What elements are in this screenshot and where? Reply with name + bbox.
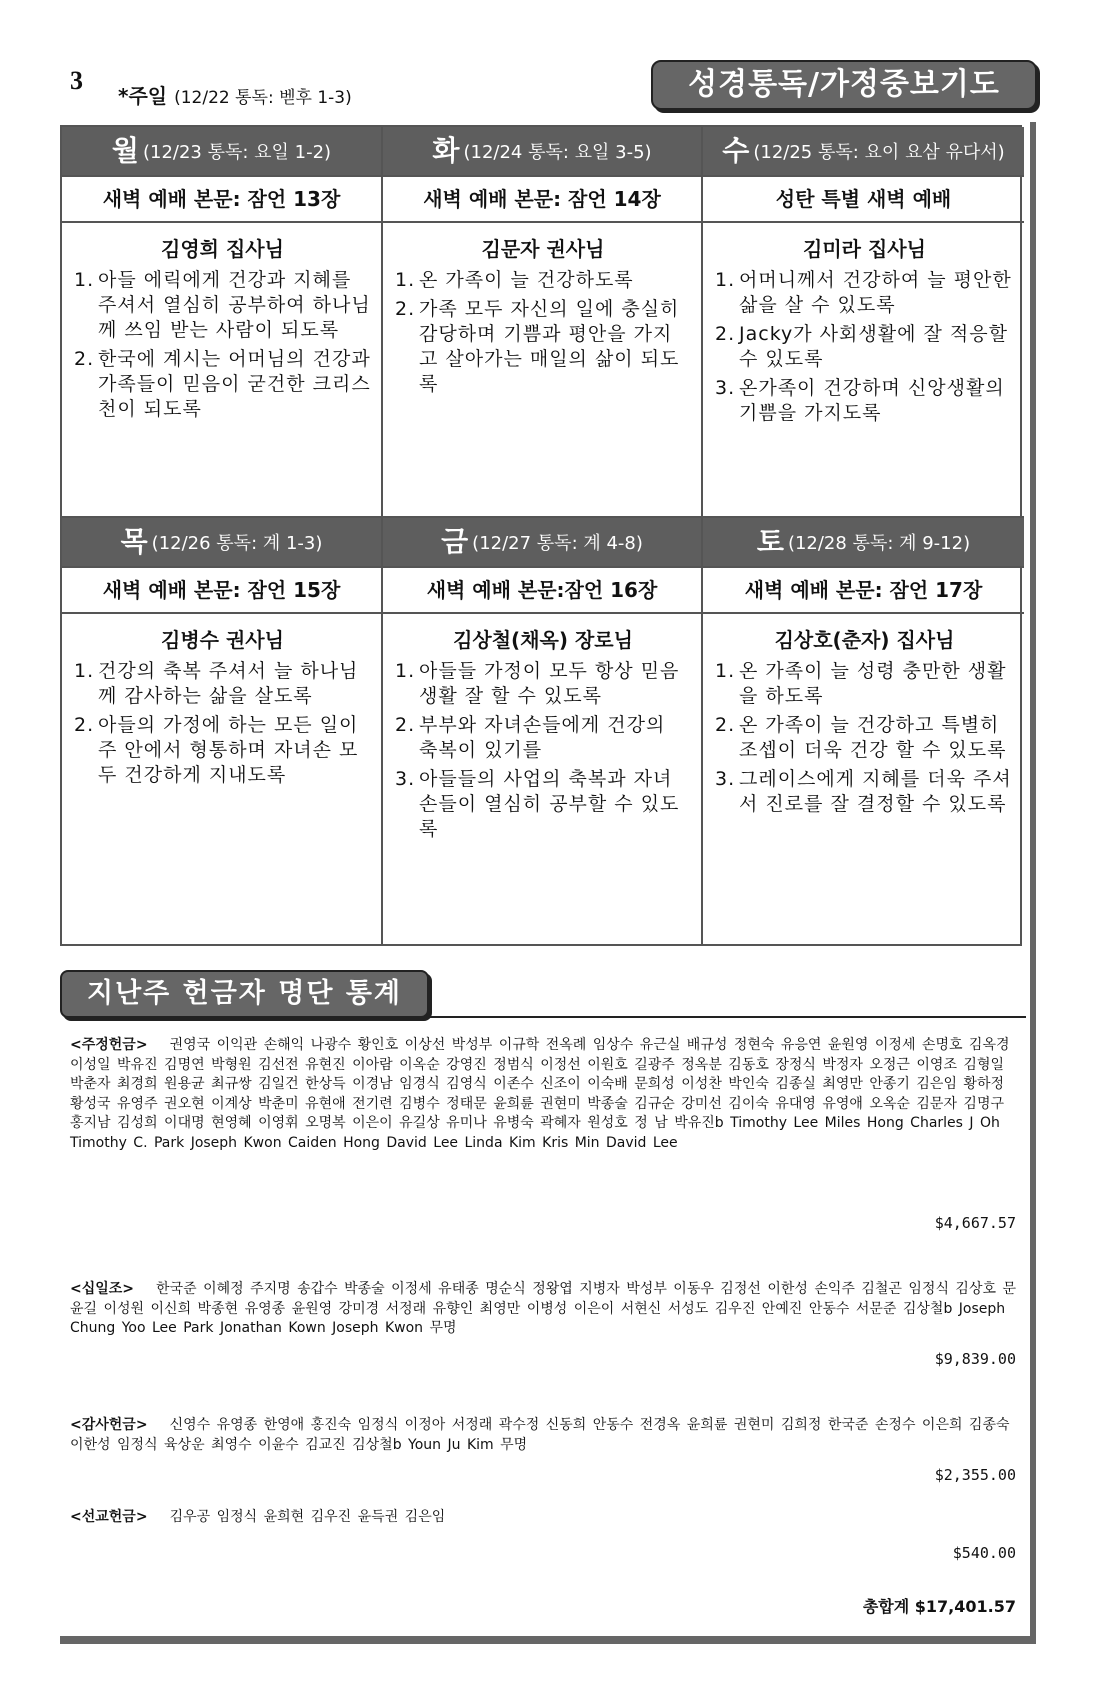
prayer-item-text: 아들들 가정이 모두 항상 믿음 생활 잘 할 수 있도록 <box>419 660 680 707</box>
prayer-list <box>715 659 1014 817</box>
prayer-body <box>62 614 381 944</box>
offering-label: <십일조> <box>70 1281 135 1297</box>
prayer-item-number: 3. <box>715 377 736 399</box>
day-header <box>703 127 1024 223</box>
prayer-item <box>715 767 1014 817</box>
offering-names: 신영수 유영종 한영애 홍진숙 임정식 이정아 서정래 곽수정 신동희 안동수 전경옥 윤희륜 권현미 김희정 한국준 손정수 이은희 김종숙 이한성 임정식 육상운 최영수 이윤수 김교진 김상철b Youn Ju Kim 무명 <box>70 1417 1010 1453</box>
day-header <box>703 518 1024 614</box>
prayer-item-text: 온 가족이 늘 성령 충만한 생활을 하도록 <box>739 660 1007 707</box>
prayer-item <box>74 659 371 709</box>
prayer-body <box>62 223 381 518</box>
prayer-item-text: 어머니께서 건강하여 늘 평안한 삶을 살 수 있도록 <box>739 269 1012 316</box>
prayer-item-number: 2. <box>395 714 416 736</box>
prayer-item-text: 온 가족이 늘 건강하도록 <box>419 269 634 291</box>
prayer-item <box>715 376 1014 426</box>
prayer-item-text: 가족 모두 자신의 일에 충실히 감당하며 기쁨과 평안을 가지고 살아가는 매일의 삶이 되도록 <box>419 298 680 395</box>
prayer-item-text: 아들의 가정에 하는 모든 일이 주 안에서 형통하며 자녀손 모두 건강하게 지내도록 <box>98 714 359 786</box>
prayer-item-number: 2. <box>715 323 736 345</box>
prayer-body <box>383 223 701 518</box>
prayer-list <box>74 268 371 422</box>
prayer-person: 김상철(채옥) 장로님 <box>453 628 633 652</box>
day-header <box>62 518 383 614</box>
offering-label: <감사헌금> <box>70 1417 148 1433</box>
sunday-reading: (12/22 통독: 벧후 1-3) <box>174 88 352 108</box>
prayer-item <box>715 713 1014 763</box>
day-reading: (12/25 통독: 요이 요삼 유다서) <box>753 142 1005 163</box>
prayer-item-text: 온 가족이 늘 건강하고 특별히 조셉이 더욱 건강 할 수 있도록 <box>739 714 1007 761</box>
day-header-bar <box>62 518 381 568</box>
prayer-item-text: 건강의 축복 주셔서 늘 하나님께 감사하는 삶을 살도록 <box>98 660 359 707</box>
prayer-cell <box>703 614 1024 944</box>
prayer-cell <box>703 223 1024 518</box>
day-name: 화 <box>432 134 460 167</box>
prayer-cell <box>62 223 383 518</box>
service-scripture: 성탄 특별 새벽 예배 <box>703 177 1024 223</box>
prayer-item-text: 한국에 계시는 어머님의 건강과 가족들이 믿음이 굳건한 크리스천이 되도록 <box>98 348 371 420</box>
prayer-item <box>395 659 691 709</box>
prayer-cell <box>383 223 703 518</box>
day-reading: (12/27 통독: 계 4-8) <box>472 533 643 554</box>
offering-amount: $2,355.00 <box>934 1466 1016 1484</box>
prayer-person: 김병수 권사님 <box>161 628 284 652</box>
prayer-item-number: 2. <box>74 714 95 736</box>
offering-group <box>70 1416 1020 1455</box>
prayer-item <box>74 713 371 788</box>
prayer-item <box>74 268 371 343</box>
prayer-item-number: 1. <box>715 660 736 682</box>
sunday-label: *주일 <box>118 84 168 108</box>
offering-group <box>70 1036 1020 1153</box>
prayer-item <box>395 713 691 763</box>
prayer-item-text: 아들 에릭에게 건강과 지혜를 주셔서 열심히 공부하여 하나님께 쓰임 받는 사람이 되도록 <box>98 269 371 341</box>
prayer-item-number: 1. <box>395 269 416 291</box>
prayer-item-number: 2. <box>74 348 95 370</box>
offering-label: <선교헌금> <box>70 1509 148 1525</box>
prayer-body <box>383 614 701 944</box>
day-header <box>383 518 703 614</box>
offering-label: <주정헌금> <box>70 1037 148 1053</box>
prayer-item-text: 부부와 자녀손들에게 건강의 축복이 있기를 <box>419 714 666 761</box>
prayer-item <box>395 297 691 397</box>
sunday-reading-line <box>118 80 352 109</box>
page-frame-shadow-bottom <box>60 1636 1036 1644</box>
offering-names: 김우공 임정식 윤희현 김우진 윤득권 김은임 <box>169 1509 446 1525</box>
prayer-item <box>395 767 691 842</box>
offering-names: 한국준 이혜정 주지명 송갑수 박종술 이정세 유태종 명순식 정왕엽 지병자 박성부 이동우 김정선 이한성 손익주 김철곤 임정식 김상호 문윤길 이성원 이신희 박종현 유영종 윤원영 강미경 서정래 유향인 최영만 이병성 이은이 서현신 서성도 김우진 안예진 안동수 서문준 김상철b Joseph Chung Yoo Lee Park Jonathan Kown Joseph Kwon 무명 <box>70 1281 1016 1336</box>
prayer-person: 김상호(춘자) 집사님 <box>774 628 955 652</box>
prayer-item-text: Jacky가 사회생활에 잘 적응할 수 있도록 <box>739 323 1008 370</box>
prayer-cell <box>62 614 383 944</box>
prayer-list <box>74 659 371 788</box>
day-header <box>62 127 383 223</box>
prayer-list <box>715 268 1014 426</box>
offering-amount: $540.00 <box>952 1544 1016 1562</box>
day-name: 월 <box>111 134 139 167</box>
prayer-item <box>715 659 1014 709</box>
day-header-bar <box>383 518 701 568</box>
day-name: 수 <box>722 134 750 167</box>
day-reading: (12/26 통독: 계 1-3) <box>151 533 323 554</box>
prayer-person: 김미라 집사님 <box>803 237 926 261</box>
day-header-bar <box>62 127 381 177</box>
prayer-item <box>74 347 371 422</box>
day-header-bar <box>703 127 1024 177</box>
section-banner: 성경통독/가정중보기도 <box>651 60 1037 110</box>
day-header <box>383 127 703 223</box>
day-name: 목 <box>120 525 148 558</box>
offering-names: 권영국 이익관 손해익 나광수 황인호 이상선 박성부 이규학 전옥례 임상수 유근실 배규성 정현숙 유응연 윤원영 이정세 손명호 김옥경 이성일 박유진 김명연 박형원 김선전 유현진 이아람 이옥순 강영진 정범식 이정선 이원호 길광주 정옥분 김동호 장정식 박정자 오정근 이영조 김형일 박춘자 최경희 원용균 최규쌍 김일건 한상득 이경남 임경식 김영식 이존수 신조이 이숙배 문희성 이성찬 박인숙 김종실 최영만 안종기 김은임 황하정 황성국 유영주 권오현 이계상 박춘미 유현애 전기련 김병수 정태문 윤희륜 권현미 박종술 김규순 강미선 김이숙 유대영 유영애 오옥순 김문자 김명구 홍지남 김성희 이대명 현영혜 이영휘 오명복 이은이 유길상 유미나 유병숙 곽혜자 원성호 정 남 박유진b Timothy Lee Miles Hong Charles J Oh Timothy C. Park Joseph Kwon Caiden Hong David Lee Linda Kim Kris Min David Lee <box>70 1037 1010 1151</box>
offering-amount: $9,839.00 <box>934 1350 1016 1368</box>
prayer-body <box>703 223 1024 518</box>
offering-section-title: 지난주 헌금자 명단 통계 <box>60 970 429 1018</box>
prayer-item-number: 1. <box>395 660 416 682</box>
offering-amount: $4,667.57 <box>934 1214 1016 1232</box>
offering-group <box>70 1280 1020 1339</box>
offering-group <box>70 1508 1020 1528</box>
service-scripture: 새벽 예배 본문: 잠언 14장 <box>383 177 701 223</box>
day-reading: (12/24 통독: 요일 3-5) <box>463 142 652 163</box>
prayer-body <box>703 614 1024 944</box>
service-scripture: 새벽 예배 본문: 잠언 13장 <box>62 177 381 223</box>
prayer-list <box>395 268 691 397</box>
prayer-item-number: 2. <box>715 714 736 736</box>
offering-section-rule <box>428 1016 1026 1018</box>
day-name: 금 <box>441 525 469 558</box>
prayer-item-text: 온가족이 건강하며 신앙생활의 기쁨을 가지도록 <box>739 377 1005 424</box>
prayer-item <box>715 322 1014 372</box>
prayer-list <box>395 659 691 842</box>
prayer-item <box>395 268 691 293</box>
day-reading: (12/28 통독: 계 9-12) <box>787 533 971 554</box>
prayer-person: 김영희 집사님 <box>161 237 284 261</box>
service-scripture: 새벽 예배 본문: 잠언 17장 <box>703 568 1024 614</box>
day-name: 토 <box>756 525 784 558</box>
day-header-bar <box>383 127 701 177</box>
service-scripture: 새벽 예배 본문: 잠언 15장 <box>62 568 381 614</box>
prayer-item-number: 3. <box>395 768 416 790</box>
prayer-item-number: 1. <box>715 269 736 291</box>
page-number: 3 <box>70 66 83 95</box>
prayer-item-number: 3. <box>715 768 736 790</box>
offering-grand-total: 총합계 $17,401.57 <box>862 1597 1016 1616</box>
prayer-schedule-grid <box>60 125 1022 946</box>
service-scripture: 새벽 예배 본문:잠언 16장 <box>383 568 701 614</box>
prayer-item-text: 그레이스에게 지혜를 더욱 주셔서 진로를 잘 결정할 수 있도록 <box>739 768 1012 815</box>
prayer-item-number: 1. <box>74 660 95 682</box>
prayer-item <box>715 268 1014 318</box>
day-header-bar <box>703 518 1024 568</box>
prayer-item-number: 2. <box>395 298 416 320</box>
prayer-item-number: 1. <box>74 269 95 291</box>
day-reading: (12/23 통독: 요일 1-2) <box>142 142 332 163</box>
prayer-item-text: 아들들의 사업의 축복과 자녀손들이 열심히 공부할 수 있도록 <box>419 768 680 840</box>
prayer-cell <box>383 614 703 944</box>
page-frame-shadow-right <box>1030 122 1036 1644</box>
prayer-person: 김문자 권사님 <box>481 237 605 261</box>
